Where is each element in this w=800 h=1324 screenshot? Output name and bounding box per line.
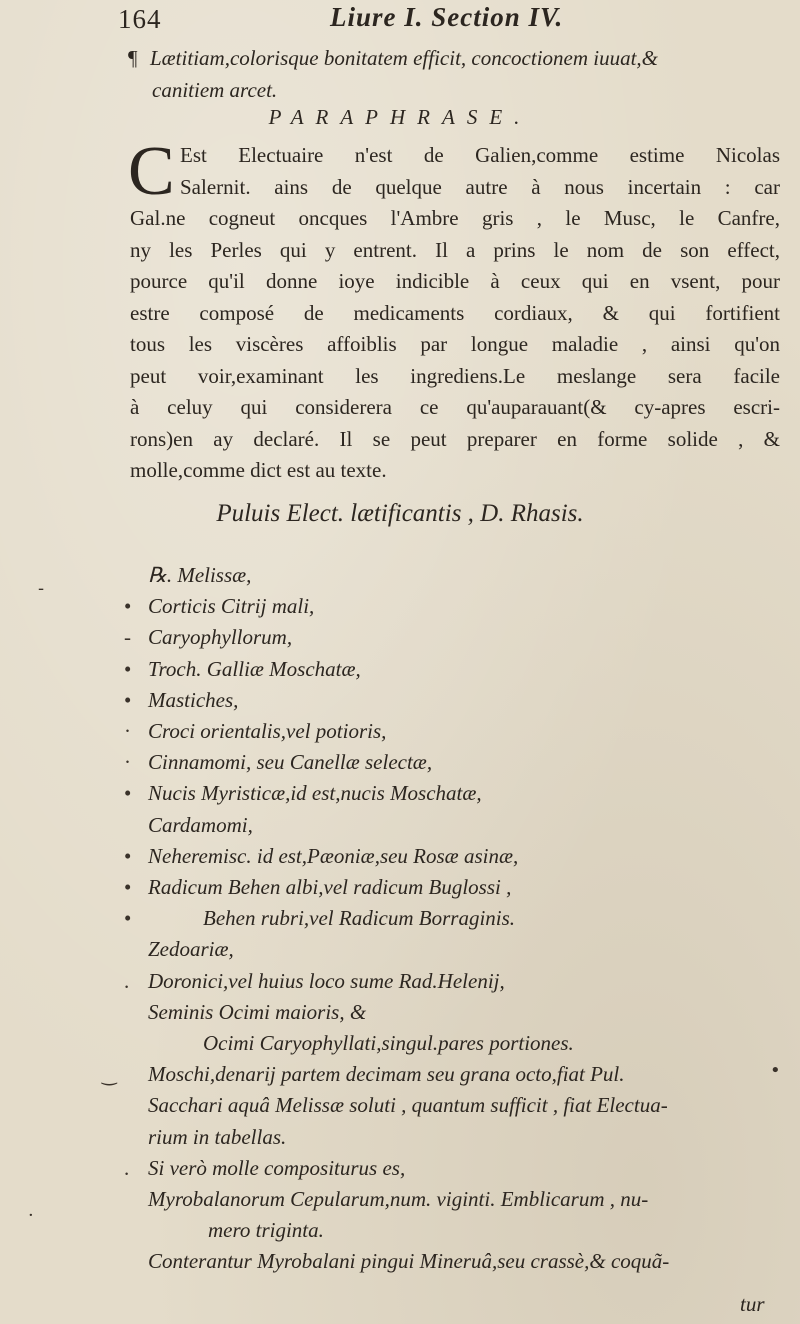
body-line: rons)en ay declaré. Il se peut preparer en forme solide , & (130, 426, 780, 451)
recipe-item (148, 1184, 788, 1215)
paraphrase-heading: PARAPHRASE. (268, 105, 532, 129)
drop-capital: C (128, 133, 175, 210)
margin-speck: • (770, 1060, 781, 1081)
recipe-item-text: rium in tabellas. (148, 1124, 287, 1149)
recipe-item-text: Myrobalanorum Cepularum,num. viginti. Emblicarum , nu- (148, 1187, 649, 1212)
recipe-item (148, 934, 788, 965)
body-line: tous les viscères affoiblis par longue maladie , ainsi qu'on (130, 332, 780, 356)
recipe-item (124, 966, 788, 997)
recipe-item-text: Sacchari aquâ Melissæ soluti , quantum sufficit , fiat Electua- (148, 1093, 668, 1118)
bullet-mark: • (124, 594, 132, 619)
margin-speck: - (38, 578, 45, 599)
lemma-line-2: canitiem arcet. (152, 78, 278, 102)
body-line: molle,comme dict est au texte. (130, 458, 387, 482)
body-line: estre composé de medicaments cordiaux, & qui fortifient (130, 300, 780, 325)
recipe-item (148, 997, 788, 1028)
recipe-item-text: Si verò molle compositurus es, (148, 1155, 406, 1180)
recipe-item (124, 685, 788, 716)
bullet-mark: • (124, 781, 132, 806)
paraphrase-body (128, 133, 780, 487)
body-line: Salernit. ains de quelque autre à nous incertain : car (180, 174, 780, 199)
recipe-item-text: ℞. Melissæ, (148, 563, 252, 587)
recipe-item-text: Doronici,vel huius loco sume Rad.Helenij, (148, 968, 505, 993)
bullet-mark: . (124, 968, 130, 993)
recipe-item (148, 1059, 788, 1090)
recipe-item (148, 810, 788, 841)
bullet-mark: · (124, 719, 131, 744)
body-line: pource qu'il donne ioye indicible à ceux qui en vsent, pour (130, 269, 780, 293)
recipe-heading: Puluis Elect. lætificantis , D. Rhasis. (216, 500, 584, 527)
recipe-item (124, 1153, 788, 1184)
catchword: tur (740, 1292, 765, 1316)
recipe-item-text: Troch. Galliæ Moschatæ, (148, 656, 361, 681)
bullet-mark: • (124, 843, 132, 868)
page-number: 164 (118, 4, 162, 34)
recipe-item (124, 872, 788, 903)
recipe-item-text: Seminis Ocimi maioris, & (148, 999, 367, 1024)
page-header (0, 0, 800, 34)
recipe-item-text: Corticis Citrij mali, (148, 594, 315, 619)
body-line: Gal.ne cogneut oncques l'Ambre gris , le Musc, le Canfre, (130, 206, 780, 230)
lemma-text (128, 42, 790, 106)
recipe-item-text: Neheremisc. id est,Pæoniæ,seu Rosæ asinæ, (148, 843, 519, 868)
recipe-item (124, 622, 788, 653)
body-line: ny les Perles qui y entrent. Il a prins le nom de son effect, (130, 237, 780, 262)
recipe-item (148, 1246, 788, 1277)
recipe-item (124, 778, 788, 809)
lemma-line-1: Lætitiam,colorisque bonitatem efficit, concoctionem iuuat,& (150, 46, 659, 70)
bullet-mark: • (124, 875, 132, 900)
recipe-item-text: Ocimi Caryophyllati,singul.pares portiones. (203, 1031, 574, 1056)
bullet-mark: • (124, 656, 132, 681)
recipe-item (124, 747, 788, 778)
margin-speck: · (28, 1205, 34, 1226)
recipe-item (124, 591, 788, 622)
recipe-item-text: Cardamomi, (148, 812, 253, 837)
recipe-item-text: Radicum Behen albi,vel radicum Buglossi , (148, 875, 512, 900)
recipe-item (124, 841, 788, 872)
body-line: peut voir,examinant les ingrediens.Le meslange sera facile (130, 363, 780, 388)
bullet-mark: . (124, 1155, 130, 1180)
recipe-item (148, 1090, 788, 1121)
bullet-mark: • (124, 687, 132, 712)
recipe-item (148, 1028, 788, 1059)
recipe-item-text: Croci orientalis,vel potioris, (148, 719, 387, 744)
recipe-item-text: mero triginta. (208, 1218, 324, 1243)
margin-speck: ‿ (102, 1065, 117, 1086)
recipe-item-text: Cinnamomi, seu Canellæ selectæ, (148, 750, 433, 775)
recipe-item (124, 903, 788, 934)
recipe-item (124, 654, 788, 685)
recipe-item-text: Nucis Myristicæ,id est,nucis Moschatæ, (148, 781, 482, 806)
recipe-item-text: Mastiches, (148, 687, 239, 712)
pilcrow-mark: ¶ (128, 46, 138, 70)
running-head: Liure I. Section IV. (330, 2, 564, 32)
bullet-mark: • (124, 906, 132, 931)
recipe-item (148, 1215, 788, 1246)
recipe-item (148, 1122, 788, 1153)
recipe-item (124, 716, 788, 747)
recipe-item (148, 560, 788, 591)
recipe-item-text: Behen rubri,vel Radicum Borraginis. (203, 906, 516, 931)
recipe-item-text: Moschi,denarij partem decimam seu grana octo,fiat Pul. (148, 1062, 625, 1087)
recipe-item-text: Zedoariæ, (148, 937, 234, 962)
recipe-list (124, 560, 788, 1278)
bullet-mark: · (124, 750, 131, 775)
body-line: à celuy qui considerera ce qu'auparauant(& cy-apres escri- (130, 395, 780, 419)
recipe-item-text: Conterantur Myrobalani pingui Mineruâ,seu crassè,& coquã- (148, 1249, 670, 1274)
body-line: Est Electuaire n'est de Galien,comme estime Nicolas (180, 143, 780, 167)
recipe-item-text: Caryophyllorum, (148, 625, 293, 650)
bullet-mark: - (124, 625, 131, 650)
